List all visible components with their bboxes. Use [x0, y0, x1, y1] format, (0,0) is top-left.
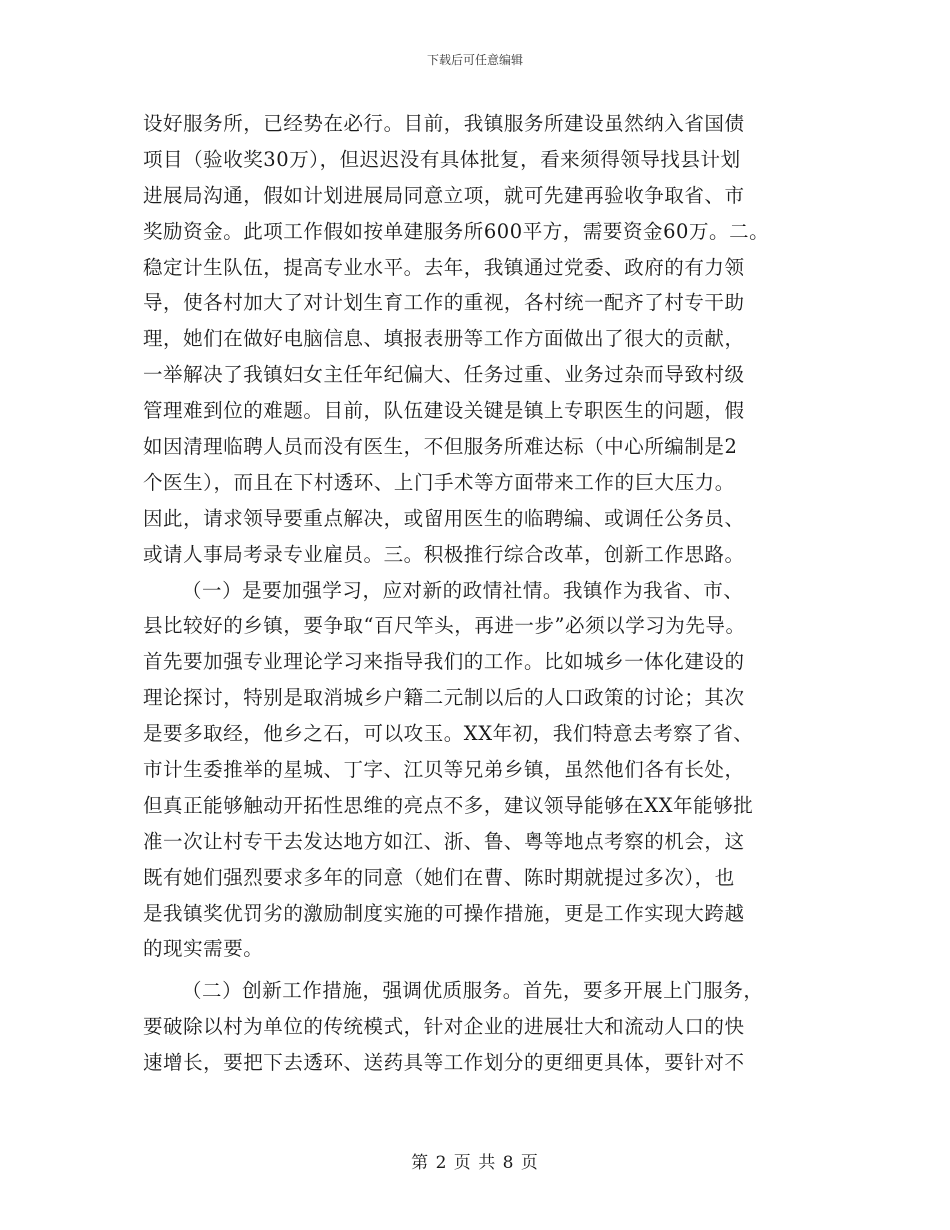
text-line: 设好服务所，已经势在必行。目前，我镇服务所建设虽然纳入省国债 [143, 112, 745, 135]
text-line: 的现实需要。 [143, 937, 264, 961]
text-line: 理论探讨，特别是取消城乡户籍二元制以后的人口政策的讨论；其次 [143, 686, 745, 710]
text-line: 项目（验收奖30万），但迟迟没有具体批复，看来须得领导找县计划 [143, 147, 741, 171]
text-line: 或请人事局考录专业雇员。三。积极推行综合改革，创新工作思路。 [143, 542, 745, 566]
text-line: 一举解决了我镇妇女主任年纪偏大、任务过重、业务过杂而导致村级 [143, 363, 745, 387]
text-line: 要破除以村为单位的传统模式，针对企业的进展壮大和流动人口的快 [143, 1015, 745, 1039]
page-number-footer: 第 2 页 共 8 页 [411, 1153, 539, 1173]
text-line: 既有她们强烈要求多年的同意（她们在曹、陈时期就提过多次），也 [143, 865, 735, 889]
paragraph [143, 973, 803, 1081]
text-line: 进展局沟通，假如计划进展局同意立项，就可先建再验收争取省、市 [143, 183, 745, 207]
text-line: 如因清理临聘人员而没有医生，不但服务所难达标（中心所编制是2 [143, 435, 738, 459]
text-line: 首先要加强专业理论学习来指导我们的工作。比如城乡一体化建设的 [143, 650, 745, 674]
page-header: 下载后可任意编辑 [426, 53, 523, 67]
text-line: 准一次让村专干去发达地方如江、浙、鲁、粤等地点考察的机会，这 [143, 829, 745, 853]
text-line: 是我镇奖优罚劣的激励制度实施的可操作措施，更是工作实现大跨越 [143, 901, 745, 925]
text-line: 因此，请求领导要重点解决，或留用医生的临聘编、或调任公务员、 [143, 506, 745, 530]
paragraph [143, 573, 803, 968]
text-line: 管理难到位的难题。目前，队伍建设关键是镇上专职医生的问题，假 [143, 399, 745, 423]
text-line: 导，使各村加大了对计划生育工作的重视，各村统一配齐了村专干助 [143, 291, 745, 315]
paragraph [143, 106, 803, 573]
document-body [143, 106, 803, 1081]
text-line: 市计生委推举的星城、丁字、江贝等兄弟乡镇，虽然他们各有长处， [143, 758, 745, 782]
text-line: （一）是要加强学习，应对新的政情社情。我镇作为我省、市、 [182, 578, 744, 602]
text-line: 但真正能够触动开拓性思维的亮点不多，建议领导能够在XX年能够批 [143, 793, 754, 817]
text-line: 是要多取经，他乡之石，可以攻玉。XX年初，我们特意去考察了省、 [143, 722, 754, 746]
text-line: 奖励资金。此项工作假如按单建服务所600平方，需要资金60万。二。 [143, 219, 770, 243]
text-line: 县比较好的乡镇，要争取“百尺竿头，再进一步”必须以学习为先导。 [143, 614, 746, 638]
text-line: 速增长，要把下去透环、送药具等工作划分的更细更具体，要针对不 [143, 1051, 745, 1075]
text-line: （二）创新工作措施，强调优质服务。首先，要多开展上门服务， [182, 979, 764, 1003]
text-line: 理，她们在做好电脑信息、填报表册等工作方面做出了很大的贡献， [143, 327, 745, 351]
text-line: 稳定计生队伍，提高专业水平。去年，我镇通过党委、政府的有力领 [143, 255, 745, 279]
text-line: 个医生），而且在下村透环、上门手术等方面带来工作的巨大压力。 [143, 470, 735, 494]
